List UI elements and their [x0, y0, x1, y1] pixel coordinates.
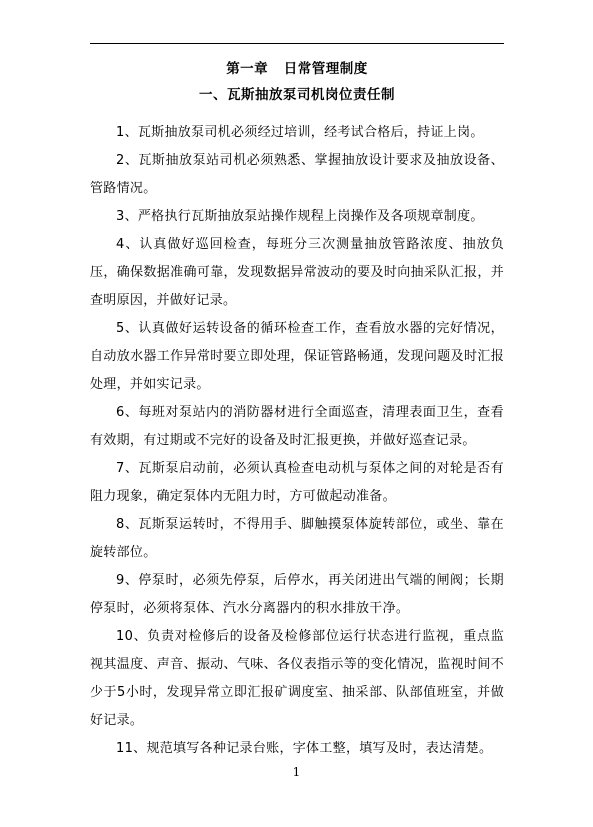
paragraph-7: 7、瓦斯泵启动前，必须认真检查电动机与泵体之间的对轮是否有阻力现象，确定泵体内无阻力时，方可做起动准备。: [90, 461, 504, 504]
paragraph-10: 10、负责对检修后的设备及检修部位运行状态进行监视，重点监视其温度、声音、振动、气味、各仪表指示等的变化情况，监视时间不少于5小时，发现异常立即汇报矿调度室、抽采部、队部值班室，并做好记录。: [90, 629, 504, 728]
section-title: 一、瓦斯抽放泵司机岗位责任制: [199, 87, 395, 103]
paragraph-1: 1、瓦斯抽放泵司机必须经过培训，经考试合格后，持证上岗。: [116, 125, 484, 140]
chapter-title: 第一章 日常管理制度: [226, 61, 368, 77]
paragraph-9: 9、停泵时，必须先停泵，后停水，再关闭进出气端的闸阀；长期停泵时，必须将泵体、汽水分离器内的积水排放干净。: [90, 573, 504, 616]
paragraph-4: 4、认真做好巡回检查，每班分三次测量抽放管路浓度、抽放负压，确保数据准确可靠，发现数据异常波动的要及时向抽采队汇报，并查明原因，并做好记录。: [90, 237, 504, 308]
paragraph-11: 11、规范填写各种记录台账，字体工整，填写及时，表达清楚。: [116, 741, 493, 756]
paragraph-5: 5、认真做好运转设备的循环检查工作，查看放水器的完好情况，自动放水器工作异常时要立即处理，保证管路畅通，发现问题及时汇报处理，并如实记录。: [90, 321, 504, 392]
document-body: [90, 58, 504, 763]
paragraph-3: 3、严格执行瓦斯抽放泵站操作规程上岗操作及各项规章制度。: [116, 209, 484, 224]
paragraph-8: 8、瓦斯泵运转时，不得用手、脚触摸泵体旋转部位，或坐、靠在旋转部位。: [90, 517, 504, 560]
paragraph-2: 2、瓦斯抽放泵站司机必须熟悉、掌握抽放设计要求及抽放设备、管路情况。: [90, 153, 504, 196]
header-rule: [90, 43, 504, 44]
page-number: 1: [292, 765, 301, 779]
paragraph-6: 6、每班对泵站内的消防器材进行全面巡查，清理表面卫生，查看有效期，有过期或不完好的设备及时汇报更换，并做好巡查记录。: [90, 405, 504, 448]
